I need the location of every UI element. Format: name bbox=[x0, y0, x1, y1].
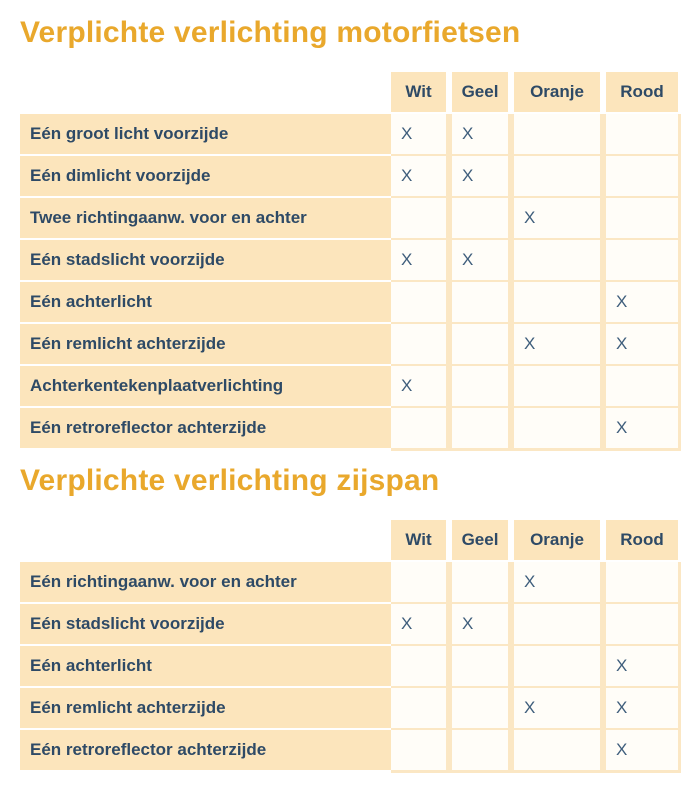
mark-cell: X bbox=[514, 562, 600, 602]
table-row bbox=[20, 646, 678, 686]
table-row bbox=[20, 604, 678, 644]
mark-cell: X bbox=[452, 604, 508, 644]
row-label: Achterkentekenplaatverlichting bbox=[20, 366, 391, 406]
row-label: Eén retroreflector achterzijde bbox=[20, 730, 391, 770]
table-row bbox=[20, 408, 678, 448]
empty-cell bbox=[391, 688, 446, 728]
empty-cell bbox=[514, 604, 600, 644]
empty-cell bbox=[452, 646, 508, 686]
row-label: Eén richtingaanw. voor en achter bbox=[20, 562, 391, 602]
mark-cell: X bbox=[391, 366, 446, 406]
empty-cell bbox=[452, 324, 508, 364]
empty-cell bbox=[391, 282, 446, 322]
empty-cell bbox=[606, 562, 678, 602]
mark-cell: X bbox=[391, 156, 446, 196]
mark-cell: X bbox=[391, 114, 446, 154]
empty-cell bbox=[514, 730, 600, 770]
row-label: Eén achterlicht bbox=[20, 646, 391, 686]
empty-cell bbox=[391, 198, 446, 238]
empty-cell bbox=[452, 408, 508, 448]
mark-cell: X bbox=[452, 114, 508, 154]
empty-cell bbox=[391, 646, 446, 686]
row-label: Eén remlicht achterzijde bbox=[20, 324, 391, 364]
column-header-rood: Rood bbox=[606, 72, 678, 112]
column-header-wit: Wit bbox=[391, 72, 446, 112]
table-header-row bbox=[20, 520, 678, 560]
row-label: Eén dimlicht voorzijde bbox=[20, 156, 391, 196]
row-label: Eén groot licht voorzijde bbox=[20, 114, 391, 154]
table-row bbox=[20, 198, 678, 238]
empty-cell bbox=[606, 156, 678, 196]
lighting-table-motorfietsen bbox=[20, 72, 678, 448]
table-row bbox=[20, 366, 678, 406]
mark-cell: X bbox=[391, 240, 446, 280]
mark-cell: X bbox=[606, 408, 678, 448]
empty-cell bbox=[452, 562, 508, 602]
empty-cell bbox=[452, 366, 508, 406]
empty-cell bbox=[514, 646, 600, 686]
mark-cell: X bbox=[452, 156, 508, 196]
table-row bbox=[20, 730, 678, 770]
empty-cell bbox=[606, 240, 678, 280]
header-spacer bbox=[20, 520, 391, 560]
empty-cell bbox=[452, 730, 508, 770]
column-header-wit: Wit bbox=[391, 520, 446, 560]
column-header-oranje: Oranje bbox=[514, 520, 600, 560]
column-header-oranje: Oranje bbox=[514, 72, 600, 112]
empty-cell bbox=[514, 240, 600, 280]
empty-cell bbox=[514, 408, 600, 448]
table-row bbox=[20, 282, 678, 322]
table-body bbox=[20, 562, 678, 770]
table-body bbox=[20, 114, 678, 448]
empty-cell bbox=[606, 114, 678, 154]
empty-cell bbox=[514, 156, 600, 196]
empty-cell bbox=[452, 282, 508, 322]
table-row bbox=[20, 562, 678, 602]
mark-cell: X bbox=[514, 688, 600, 728]
empty-cell bbox=[606, 198, 678, 238]
empty-cell bbox=[452, 688, 508, 728]
table-row bbox=[20, 688, 678, 728]
empty-cell bbox=[391, 730, 446, 770]
mark-cell: X bbox=[606, 282, 678, 322]
column-header-geel: Geel bbox=[452, 72, 508, 112]
row-label: Eén remlicht achterzijde bbox=[20, 688, 391, 728]
mark-cell: X bbox=[514, 198, 600, 238]
mark-cell: X bbox=[606, 730, 678, 770]
mark-cell: X bbox=[452, 240, 508, 280]
row-label: Eén stadslicht voorzijde bbox=[20, 240, 391, 280]
table-row bbox=[20, 114, 678, 154]
empty-cell bbox=[514, 114, 600, 154]
mark-cell: X bbox=[606, 688, 678, 728]
empty-cell bbox=[391, 324, 446, 364]
empty-cell bbox=[452, 198, 508, 238]
page bbox=[0, 14, 678, 770]
empty-cell bbox=[606, 604, 678, 644]
column-header-geel: Geel bbox=[452, 520, 508, 560]
row-label: Eén retroreflector achterzijde bbox=[20, 408, 391, 448]
row-label: Twee richtingaanw. voor en achter bbox=[20, 198, 391, 238]
empty-cell bbox=[391, 562, 446, 602]
table-row bbox=[20, 240, 678, 280]
header-spacer bbox=[20, 72, 391, 112]
table-row bbox=[20, 324, 678, 364]
empty-cell bbox=[391, 408, 446, 448]
page-title-zijspan: Verplichte verlichting zijspan bbox=[20, 464, 440, 497]
empty-cell bbox=[606, 366, 678, 406]
empty-cell bbox=[514, 282, 600, 322]
page-title-motorfietsen: Verplichte verlichting motorfietsen bbox=[20, 16, 521, 49]
empty-cell bbox=[514, 366, 600, 406]
lighting-table-zijspan bbox=[20, 520, 678, 770]
column-header-rood: Rood bbox=[606, 520, 678, 560]
table-row bbox=[20, 156, 678, 196]
row-label: Eén stadslicht voorzijde bbox=[20, 604, 391, 644]
row-label: Eén achterlicht bbox=[20, 282, 391, 322]
mark-cell: X bbox=[391, 604, 446, 644]
mark-cell: X bbox=[606, 646, 678, 686]
table-header-row bbox=[20, 72, 678, 112]
mark-cell: X bbox=[514, 324, 600, 364]
mark-cell: X bbox=[606, 324, 678, 364]
